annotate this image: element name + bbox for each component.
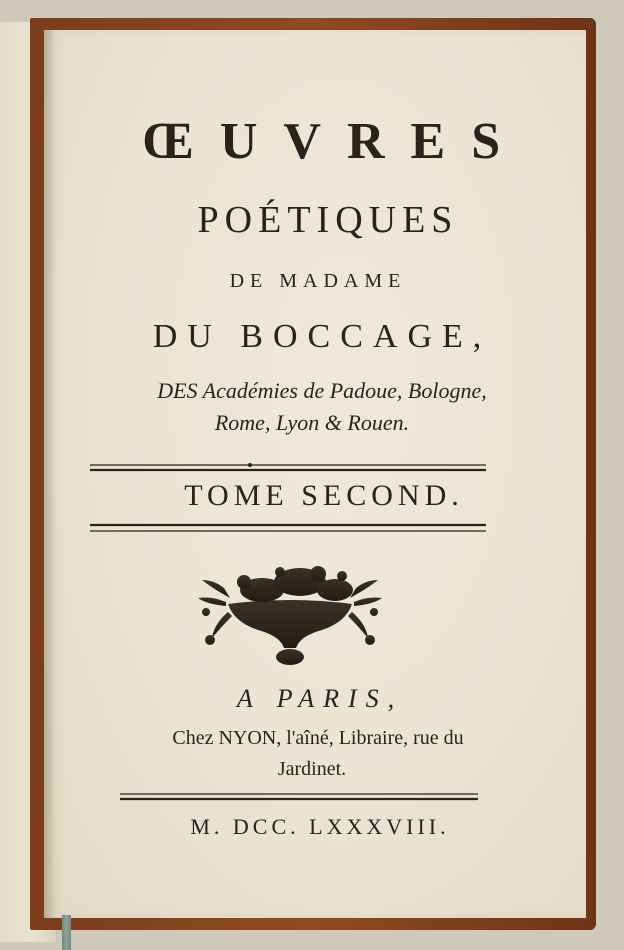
imprint-publisher-line2: Jardinet. — [277, 758, 347, 780]
fruit-basket-ornament — [198, 566, 382, 665]
volume-title: TOME SECOND. — [184, 479, 464, 512]
author-affiliation-line2: Rome, Lyon & Rouen. — [214, 410, 410, 435]
title-poetiques: POÉTIQUES — [197, 199, 459, 241]
title-de-madame: DE MADAME — [229, 270, 407, 292]
author-name: DU BOCCAGE, — [152, 318, 492, 355]
double-rule-date — [120, 794, 478, 799]
double-rule-bottom — [90, 525, 486, 531]
double-rule-top — [90, 463, 486, 470]
imprint-publisher-line1: Chez NYON, l'aîné, Libraire, rue du — [172, 727, 464, 749]
imprint-date: M. DCC. LXXXVIII. — [190, 814, 450, 839]
imprint-place: A PARIS, — [236, 684, 404, 713]
title-oeuvres: ŒUVRES — [141, 113, 527, 170]
author-affiliation-line1: DES Académies de Padoue, Bologne, — [157, 378, 487, 403]
